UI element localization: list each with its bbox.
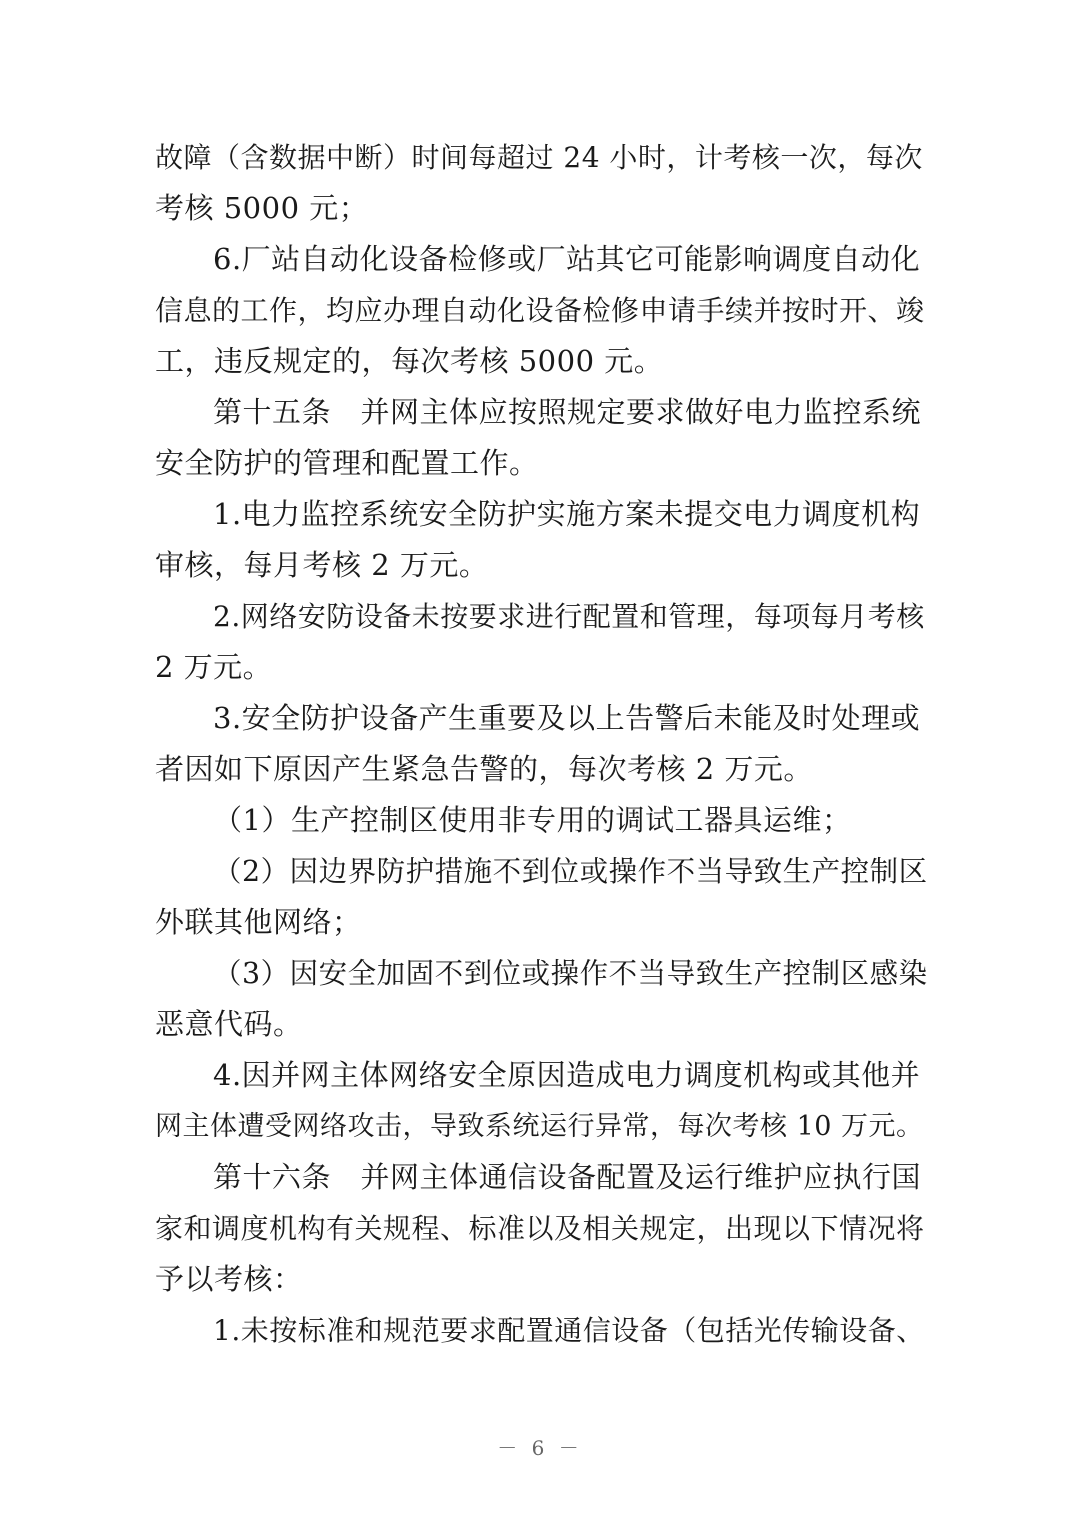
- text-line: 1.未按标准和规范要求配置通信设备（包括光传输设备、: [213, 1314, 925, 1347]
- text-line: 恶意代码。: [155, 1007, 303, 1041]
- text-line: 第十五条 并网主体应按照规定要求做好电力监控系统: [213, 395, 922, 429]
- page-number: － 6 －: [497, 1436, 583, 1460]
- text-line: 6.厂站自动化设备检修或厂站其它可能影响调度自动化: [213, 242, 921, 276]
- text-line: （1）生产控制区使用非专用的调试工器具运维；: [213, 803, 852, 837]
- text-line: 第十六条 并网主体通信设备配置及运行维护应执行国: [213, 1160, 922, 1194]
- text-line: 3.安全防护设备产生重要及以上告警后未能及时处理或: [213, 701, 921, 735]
- text-line: 外联其他网络；: [155, 905, 362, 939]
- text-line: 审核，每月考核 2 万元。: [155, 548, 489, 582]
- text-line: （3）因安全加固不到位或操作不当导致生产控制区感染: [213, 957, 928, 990]
- text-line: 2 万元。: [155, 650, 273, 684]
- text-line: 工，违反规定的，每次考核 5000 元。: [155, 344, 664, 378]
- text-line: 者因如下原因产生紧急告警的，每次考核 2 万元。: [155, 752, 813, 786]
- text-line: 1.电力监控系统安全防护实施方案未提交电力调度机构: [213, 497, 921, 531]
- text-line: 4.因并网主体网络安全原因造成电力调度机构或其他并: [213, 1058, 921, 1092]
- document-body: [155, 132, 930, 1356]
- text-line: 予以考核：: [155, 1262, 303, 1296]
- text-line: 故障（含数据中断）时间每超过 24 小时，计考核一次，每次: [155, 141, 923, 174]
- text-line: 网主体遭受网络攻击，导致系统运行异常，每次考核 10 万元。: [155, 1111, 924, 1142]
- text-line: 安全防护的管理和配置工作。: [155, 446, 539, 480]
- text-line: 2.网络安防设备未按要求进行配置和管理，每项每月考核: [213, 600, 925, 633]
- text-line: 家和调度机构有关规程、标准以及相关规定，出现以下情况将: [155, 1212, 925, 1245]
- text-line: 信息的工作，均应办理自动化设备检修申请手续并按时开、竣: [155, 294, 925, 327]
- text-line: （2）因边界防护措施不到位或操作不当导致生产控制区: [213, 855, 928, 888]
- text-line: 考核 5000 元；: [155, 191, 369, 225]
